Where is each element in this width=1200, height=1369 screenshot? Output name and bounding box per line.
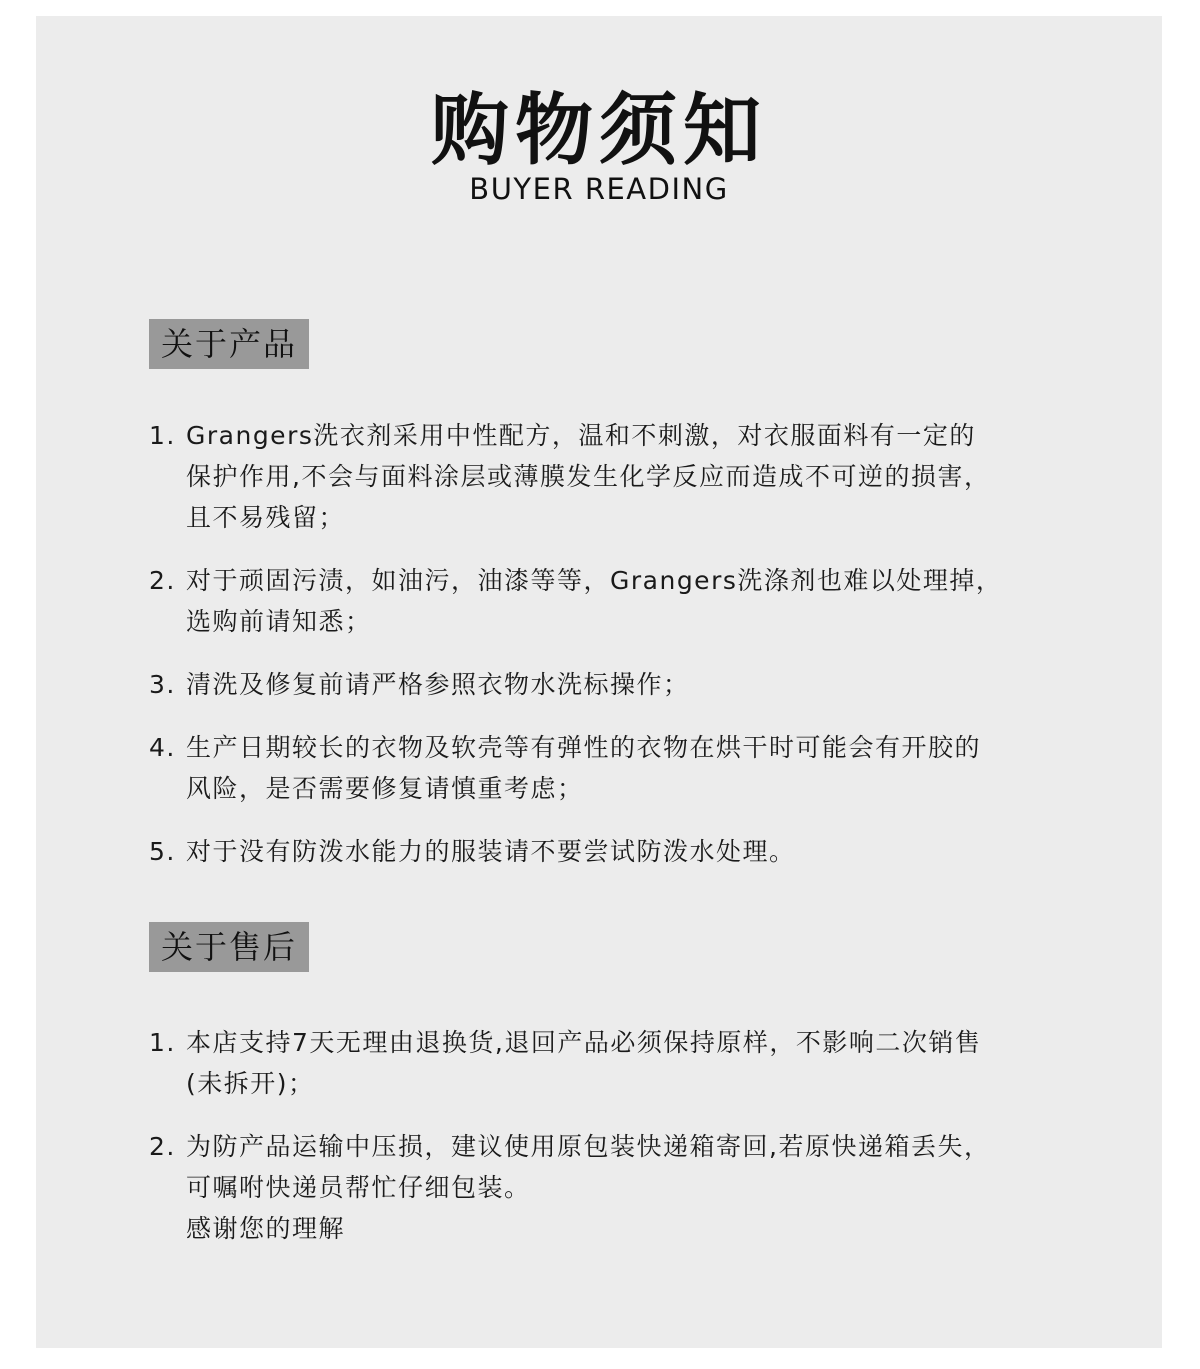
section-heading-product: 关于产品 [149,319,309,369]
notice-panel [36,16,1162,1348]
item-line: 对于顽固污渍，如油污，油漆等等，Grangers洗涤剂也难以处理掉， [186,566,1003,595]
item-line: 清洗及修复前请严格参照衣物水洗标操作； [186,670,690,699]
list-item [149,1126,1079,1249]
page-subtitle: BUYER READING [469,172,729,206]
item-number: 3. [149,670,176,699]
after-sales-notes-list [149,1022,1079,1249]
list-item [149,1022,1079,1104]
item-line: 可嘱咐快递员帮忙仔细包装。 [186,1173,531,1202]
list-item [149,415,1079,538]
list-item [149,727,1079,809]
item-number: 4. [149,733,176,762]
item-line: 本店支持7天无理由退换货,退回产品必须保持原样，不影响二次销售 [186,1028,982,1057]
item-line: 且不易残留； [186,503,346,532]
item-line: 风险，是否需要修复请慎重考虑； [186,774,584,803]
page-title: 购物须知 [430,86,767,176]
section-heading-after-sales: 关于售后 [149,922,309,972]
list-item [149,664,1079,705]
product-notes-list [149,415,1079,872]
item-line: Grangers洗衣剂采用中性配方，温和不刺激，对衣服面料有一定的 [186,421,976,450]
item-number: 5. [149,837,176,866]
item-line: 选购前请知悉； [186,607,372,636]
list-item [149,560,1079,642]
list-item [149,831,1079,872]
item-line: 保护作用,不会与面料涂层或薄膜发生化学反应而造成不可逆的损害， [186,462,991,491]
item-number: 2. [149,566,176,595]
item-line: (未拆开)； [186,1069,315,1098]
item-line: 感谢您的理解 [186,1214,346,1243]
item-number: 1. [149,1028,176,1057]
item-number: 1. [149,421,176,450]
item-line: 生产日期较长的衣物及软壳等有弹性的衣物在烘干时可能会有开胶的 [186,733,982,762]
item-line: 为防产品运输中压损，建议使用原包装快递箱寄回,若原快递箱丢失， [186,1132,991,1161]
item-line: 对于没有防泼水能力的服装请不要尝试防泼水处理。 [186,837,796,866]
item-number: 2. [149,1132,176,1161]
